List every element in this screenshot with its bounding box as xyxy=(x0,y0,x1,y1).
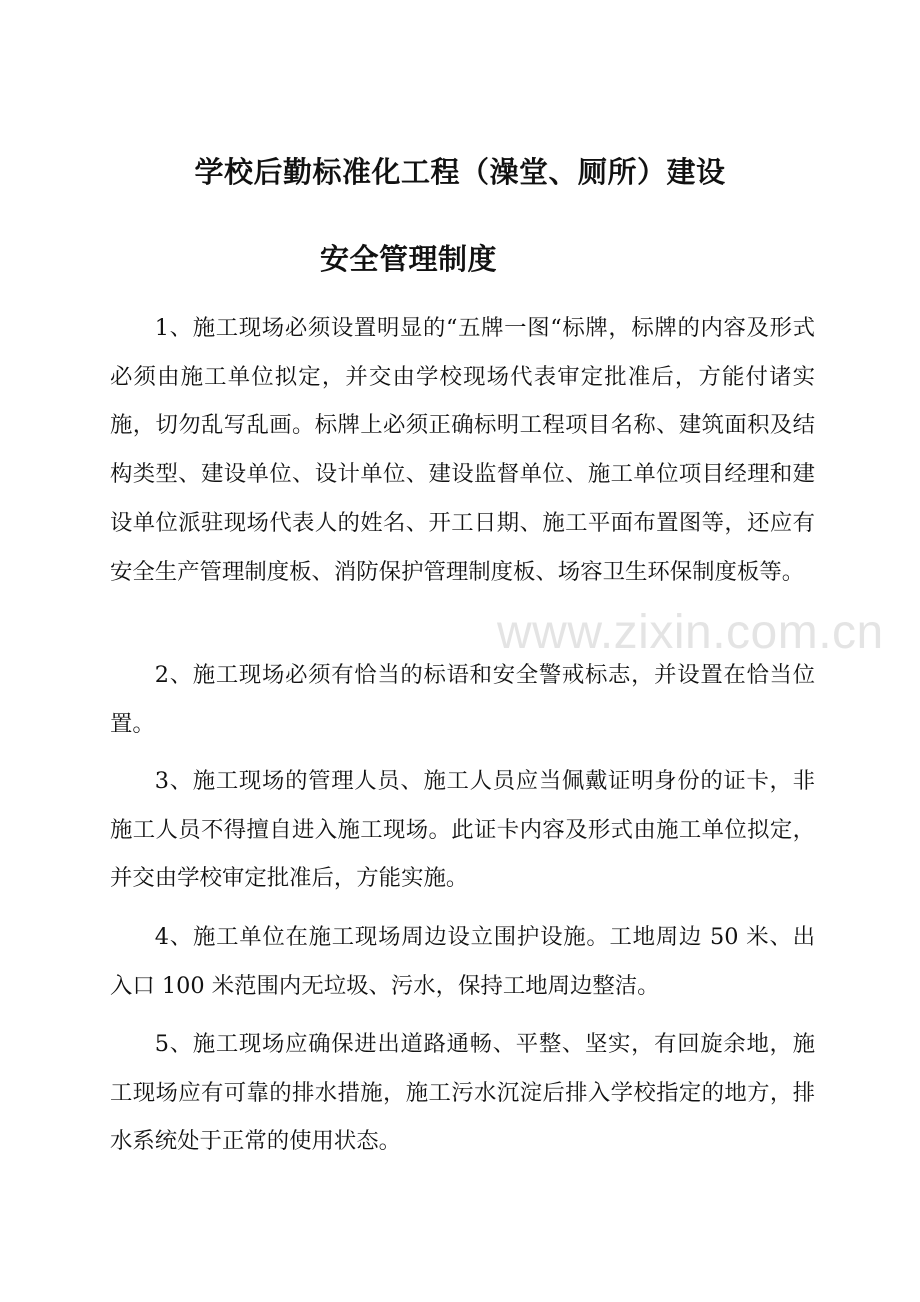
paragraph-3: 3、施工现场的管理人员、施工人员应当佩戴证明身份的证卡，非施工人员不得擅自进入施工现场。此证卡内容及形式由施工单位拟定，并交由学校审定批准后，方能实施。 xyxy=(110,768,815,892)
paragraph-1: 1、施工现场必须设置明显的“五牌一图“标牌，标牌的内容及形式必须由施工单位拟定，并交由学校现场代表审定批准后，方能付诸实施，切勿乱写乱画。标牌上必须正确标明工程项目名称、建筑面积及结构类型、建设单位、设计单位、建设监督单位、施工单位项目经理和建设单位派驻现场代表人的姓名、开工日期、施工平面布置图等，还应有安全生产管理制度板、消防保护管理制度板、场容卫生环保制度板等。 xyxy=(110,315,815,585)
paragraph-2: 2、施工现场必须有恰当的标语和安全警戒标志，并设置在恰当位置。 xyxy=(110,662,815,737)
paragraph-4: 4、施工单位在施工现场周边设立围护设施。工地周边 50 米、出入口 100 米范围内无垃圾、污水，保持工地周边整洁。 xyxy=(110,924,815,999)
paragraph-5: 5、施工现场应确保进出道路通畅、平整、坚实，有回旋余地，施工现场应有可靠的排水措施，施工污水沉淀后排入学校指定的地方，排水系统处于正常的使用状态。 xyxy=(110,1031,815,1155)
document-subtitle: 安全管理制度 xyxy=(320,242,498,276)
watermark: www.zixin.com.cn xyxy=(497,606,884,659)
document-title: 学校后勤标准化工程（澡堂、厕所）建设 xyxy=(194,155,726,189)
